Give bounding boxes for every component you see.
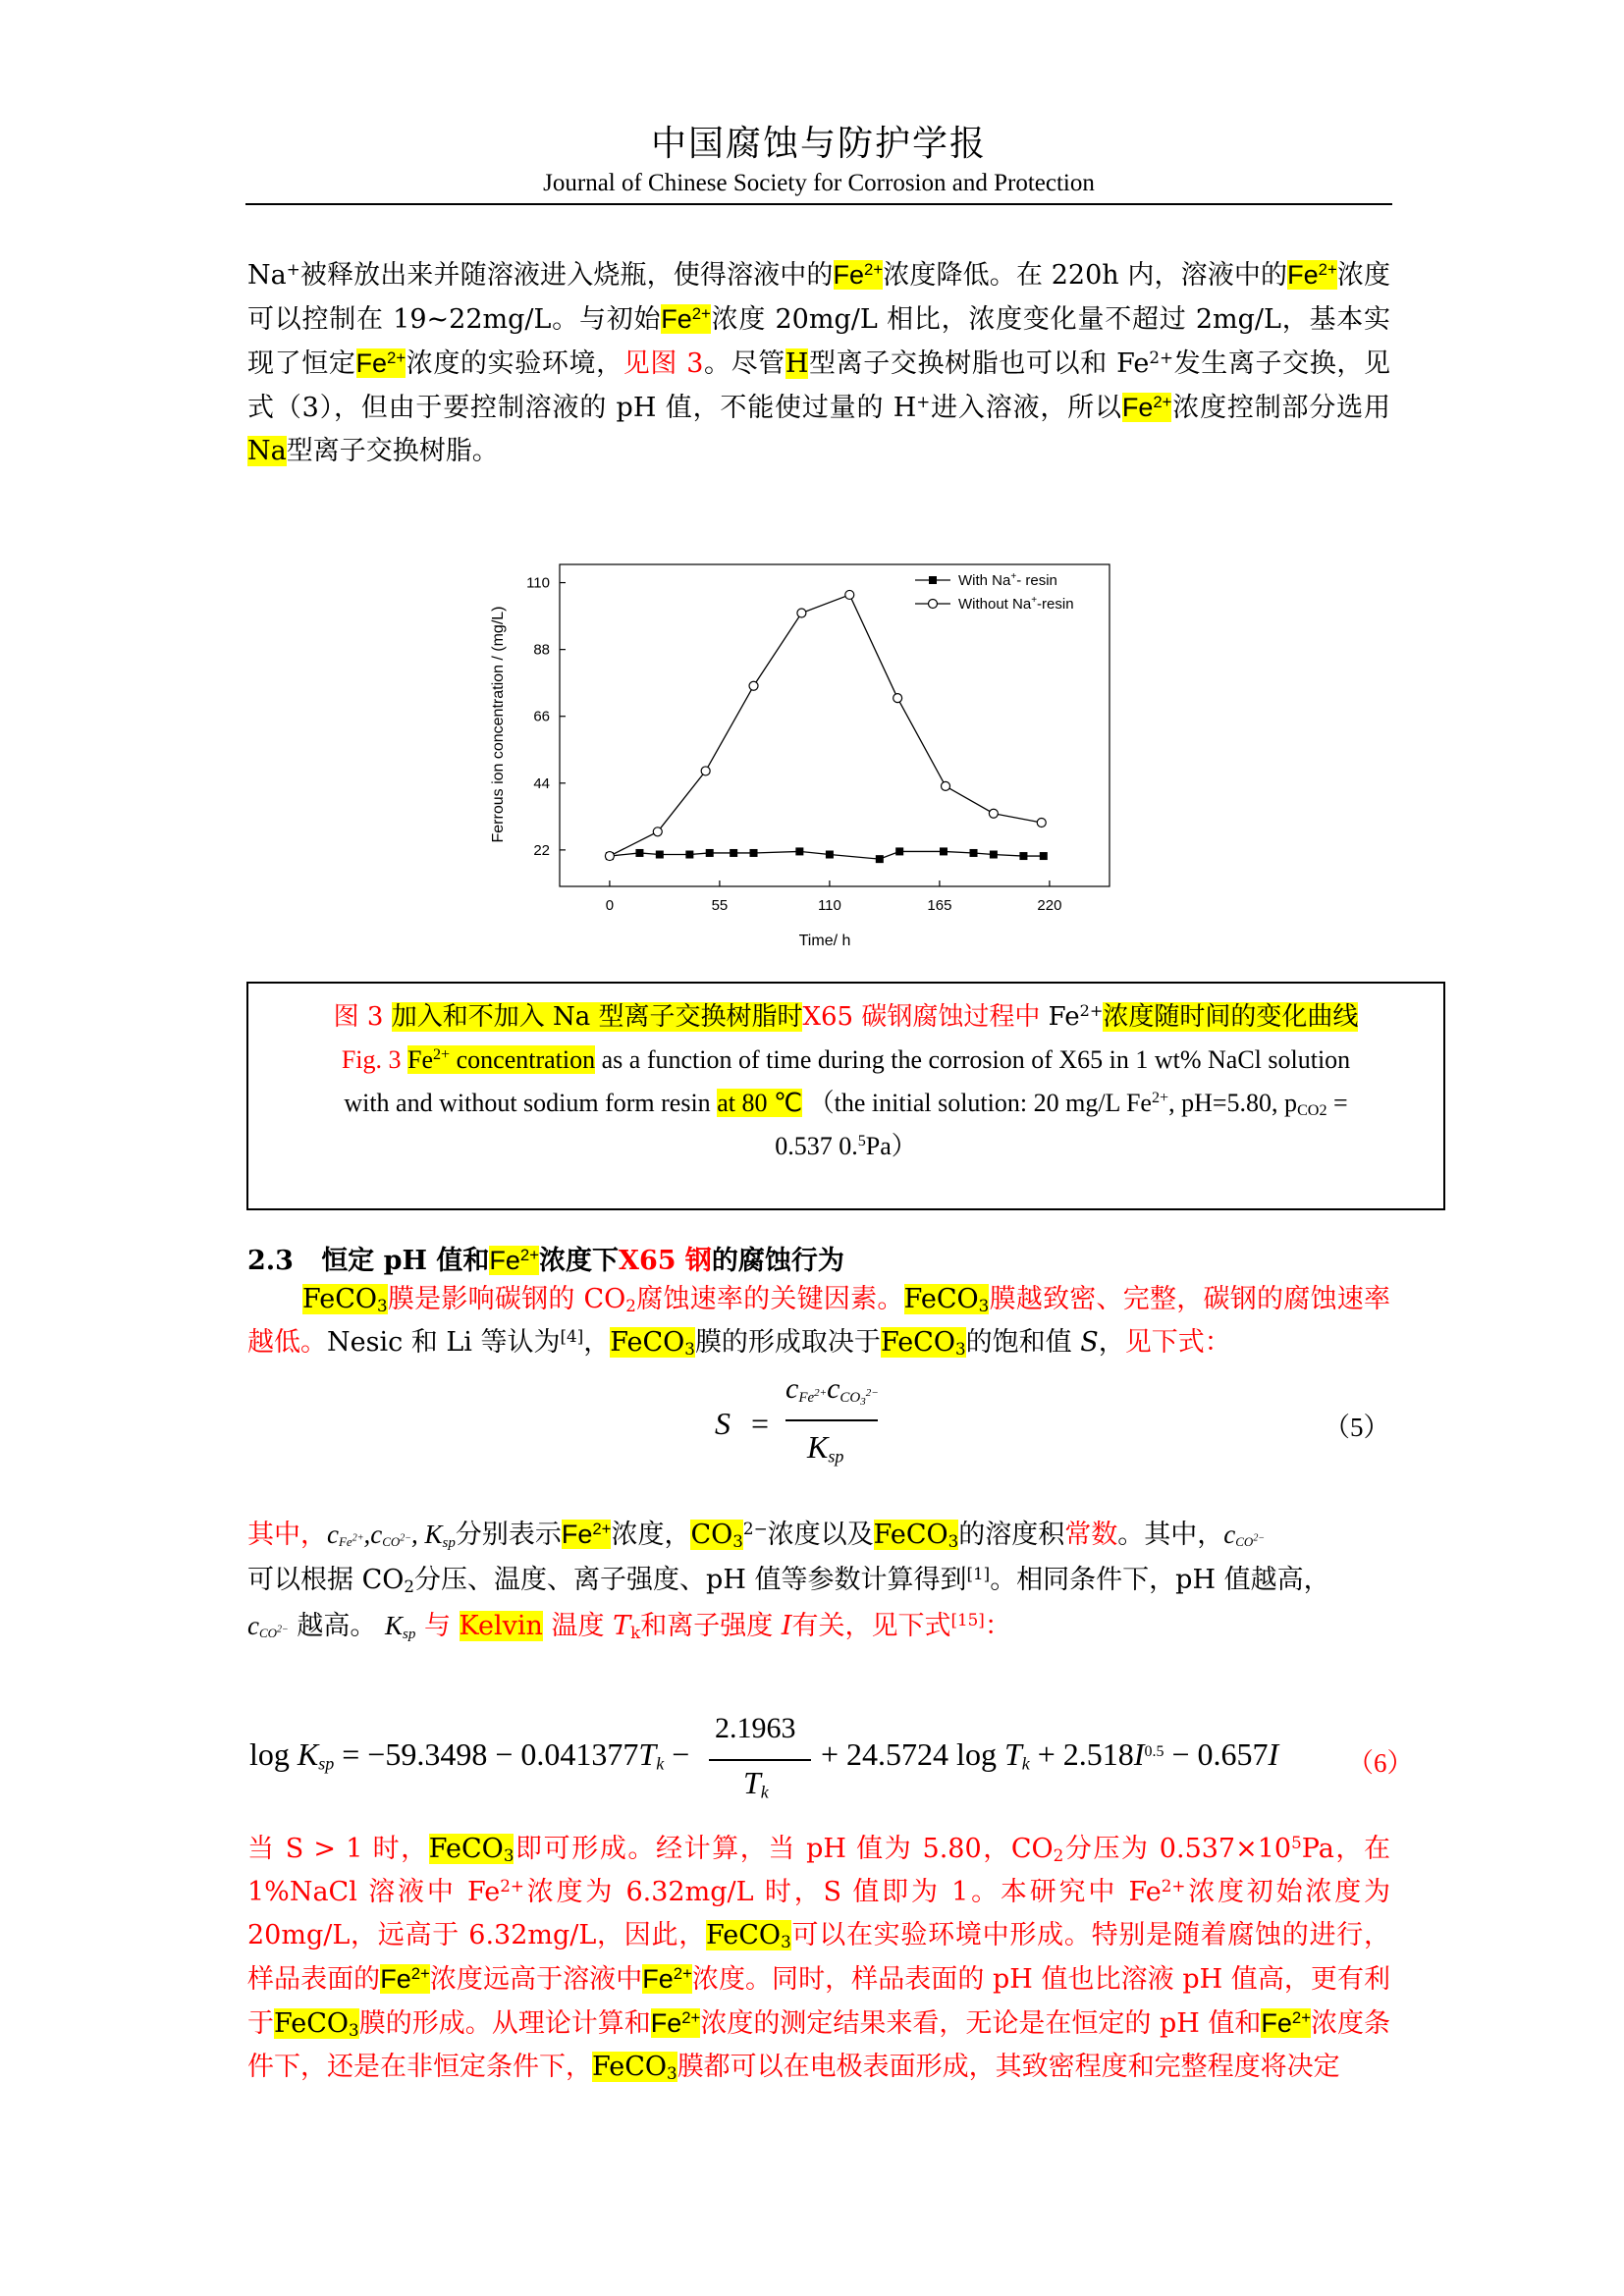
x-tick-label: 165 bbox=[927, 897, 952, 914]
y-tick-label: 110 bbox=[526, 574, 550, 592]
header-divider bbox=[245, 203, 1392, 205]
data-point-circle bbox=[893, 694, 902, 703]
data-point-circle bbox=[653, 828, 662, 836]
y-axis-label: Ferrous ion concentration / (mg/L) bbox=[490, 606, 507, 843]
journal-header bbox=[245, 116, 1392, 197]
data-point-square bbox=[635, 849, 643, 857]
series-layer bbox=[605, 590, 1047, 863]
legend-marker-circle bbox=[929, 600, 938, 609]
section-2-3-title: 2.3 恒定 pH 值和$Fe^{2+}$浓度下X65 钢的腐蚀行为 bbox=[247, 1245, 844, 1276]
data-point-square bbox=[826, 851, 834, 859]
eq5-denominator: $K_{sp}$ bbox=[807, 1429, 844, 1467]
y-tick-label: 44 bbox=[533, 774, 550, 792]
eq6-fraction-denominator: $T_k$ bbox=[743, 1765, 769, 1802]
eq6-fraction-bar bbox=[709, 1759, 811, 1761]
figure-3-chart bbox=[481, 545, 1129, 957]
y-tick-label: 22 bbox=[533, 841, 550, 859]
paragraph-4: 当 S > 1 时，FeCO$_3$即可形成。经计算，当 pH 值为 5.80，$CO_2$分压为 $0.537\times 10^5Pa$，在 1%NaCl 溶液中 $Fe^{2+}$浓度为 6.32mg/L 时，S 值即为 1。本研究中 $Fe^{2+}$浓度初始浓度为 20mg/L，远高于 6.32mg/L，因此，FeCO$_3$可以在实验环境中形成。特别是随着腐蚀的进行，样品表面的$Fe^{2+}$浓度远高于溶液中$Fe^{2+}$浓度。同时，样品表面的 pH 值也比溶液 pH 值高，更有利于FeCO$_3$膜的形成。从理论计算和$Fe^{2+}$浓度的测定结果来看，无论是在恒定的 pH 值和$Fe^{2+}$浓度条件下，还是在非恒定条件下，FeCO$_3$膜都可以在电极表面形成，其致密程度和完整程度将决定 bbox=[247, 1832, 1391, 2084]
data-point-circle bbox=[942, 781, 950, 790]
eq5-equals: = bbox=[751, 1406, 770, 1441]
eq5-numerator: $c_{Fe^{2+}}c_{CO_3^{2-}}$ bbox=[785, 1372, 879, 1408]
plot-frame bbox=[560, 564, 1110, 886]
data-point-square bbox=[895, 847, 903, 855]
paragraph-1: Na+被释放出来并随溶液进入烧瓶，使得溶液中的$Fe^{2+}$浓度降低。在 220h 内，溶液中的$Fe^{2+}$浓度可以控制在 19~22mg/L。与初始$Fe^{2+}$浓度 20mg/L 相比，浓度变化量不超过 2mg/L，基本实现了恒定$Fe^{2+}$浓度的实验环境，见图 3。尽管H型离子交换树脂也可以和 $Fe^{2+}$发生离子交换，见式（3），但由于要控制溶液的 pH 值，不能使过量的 H+进入溶液，所以$Fe^{2+}$浓度控制部分选用Na型离子交换树脂。 bbox=[247, 258, 1391, 466]
eq5-number: （5） bbox=[1324, 1413, 1390, 1442]
data-point-circle bbox=[797, 609, 806, 617]
data-point-square bbox=[750, 849, 758, 857]
legend-label-1: Without Na+-resin bbox=[958, 595, 1074, 613]
eq5-fraction-bar bbox=[785, 1419, 878, 1421]
caption-cn: 图 3 加入和不加入 Na 型离子交换树脂时X65 碳钢腐蚀过程中 $Fe^{2+}$浓度随时间的变化曲线 bbox=[333, 1001, 1359, 1032]
data-point-square bbox=[940, 847, 947, 855]
data-point-circle bbox=[605, 852, 614, 861]
caption-en-line1: Fig. 3 $Fe^{2+}$ concentration as a function of time during the corrosion of X65 in 1 wt% NaCl solution bbox=[341, 1045, 1351, 1074]
data-point-square bbox=[730, 849, 737, 857]
x-axis-label: Time/ h bbox=[798, 933, 851, 949]
journal-title-en: Journal of Chinese Society for Corrosion and Protection bbox=[543, 170, 1095, 196]
eq6-rhs-tail: + 24.5724 $\log T_k + 2.518I^{0.5} - 0.657I$ bbox=[821, 1736, 1279, 1774]
data-point-circle bbox=[701, 767, 710, 775]
data-point-square bbox=[970, 849, 978, 857]
data-point-square bbox=[1019, 852, 1027, 860]
data-point-square bbox=[706, 849, 714, 857]
data-point-circle bbox=[989, 809, 998, 818]
paragraph-3: 其中，$c_{Fe^{2+}},c_{CO^{2-}}$, $K_{sp}$分别表示$Fe^{2+}$浓度，$CO_3^{2-}$浓度以及FeCO$_3$的溶度积常数。其中，$c_{CO^{2-}}$ 可以根据 $CO_2$分压、温度、离子强度、pH 值等参数计算得到[1]。相同条件下，pH 值越高， $c_{CO^{2-}}$ 越高。 $K_{sp}$ 与 Kelvin 温度 $T_k$和离子强度 I有关，见下式[15]： bbox=[247, 1518, 1330, 1643]
journal-title-cn: 中国腐蚀与防护学报 bbox=[650, 124, 987, 164]
data-point-square bbox=[1040, 852, 1048, 860]
eq5-s: S bbox=[715, 1406, 731, 1441]
eq6-lhs-and-rhs: $\log K_{sp} = -59.3498 - 0.041377T_k$ − bbox=[249, 1736, 690, 1774]
x-tick-label: 55 bbox=[711, 897, 729, 914]
legend-label-0: With Na+- resin bbox=[958, 571, 1057, 589]
data-point-square bbox=[876, 855, 884, 863]
y-tick-label: 66 bbox=[533, 708, 550, 725]
data-point-circle bbox=[749, 681, 758, 690]
x-tick-label: 0 bbox=[605, 897, 615, 914]
caption-en-line3: 0.537 0.$^5$Pa） bbox=[775, 1132, 917, 1160]
data-point-circle bbox=[1037, 819, 1046, 828]
data-point-square bbox=[990, 851, 998, 859]
figure-caption bbox=[246, 982, 1445, 1210]
eq6-fraction-numerator: 2.1963 bbox=[715, 1712, 796, 1744]
legend-marker-square bbox=[929, 576, 937, 584]
eq6-number: （6） bbox=[1347, 1748, 1414, 1778]
caption-en-line2: with and without sodium form resin at 80 ℃ （the initial solution: 20 mg/L $Fe^{2+}$, pH=5.80, $p_{CO2}$ = bbox=[344, 1089, 1348, 1120]
data-point-square bbox=[685, 851, 693, 859]
y-tick-label: 88 bbox=[533, 641, 550, 659]
data-point-square bbox=[656, 851, 664, 859]
paragraph-2: FeCO$_3$膜是影响碳钢的 $CO_2$腐蚀速率的关键因素。FeCO$_3$膜越致密、完整，碳钢的腐蚀速率越低。Nesic 和 Li 等认为[4]，FeCO$_3$膜的形成取决于FeCO$_3$的饱和值 S，见下式： bbox=[247, 1284, 1391, 1360]
chart-legend bbox=[915, 571, 1074, 613]
data-point-circle bbox=[845, 590, 854, 599]
series-line-1 bbox=[610, 595, 1042, 856]
data-point-square bbox=[795, 847, 803, 855]
axis-ticks bbox=[526, 575, 1061, 914]
x-tick-label: 220 bbox=[1037, 897, 1062, 914]
x-tick-label: 110 bbox=[817, 897, 841, 914]
plot-border bbox=[560, 564, 1110, 886]
